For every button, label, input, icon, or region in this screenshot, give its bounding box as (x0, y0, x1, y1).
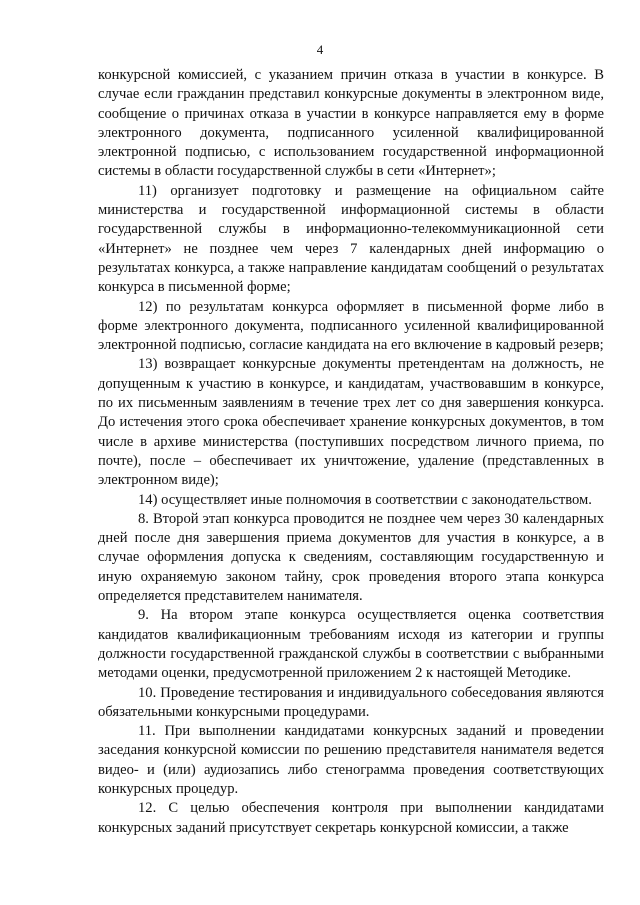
paragraph-item-12: 12) по результатам конкурса оформляет в письменной форме либо в форме электронного документа, подписанного усиленной квалифицированной электронной подписью, согласие кандидата на его включение в кадровый резерв; (98, 298, 604, 354)
paragraph-section-11: 11. При выполнении кандидатами конкурсных заданий и проведении заседания конкурсной комиссии по решению представителя нанимателя ведется видео- и (или) аудиозапись либо стенограмма проведения соответствующих конкурсных процедур. (98, 723, 604, 797)
paragraph-section-10: 10. Проведение тестирования и индивидуального собеседования являются обязательными конкурсными процедурами. (98, 684, 604, 720)
paragraph-section-9: 9. На втором этапе конкурса осуществляется оценка соответствия кандидатов квалификационным требованиям исходя из категории и группы должности государственной гражданской службы в соответствии с выбранными методами оценки, предусмотренной приложением 2 к настоящей Методике. (98, 607, 604, 682)
page-number: 4 (316, 42, 324, 57)
paragraph-section-12: 12. С целью обеспечения контроля при выполнении кандидатами конкурсных заданий присутствует секретарь конкурсной комиссии, а также (98, 800, 604, 836)
paragraph-section-8: 8. Второй этап конкурса проводится не позднее чем через 30 календарных дней после дня завершения приема документов для участия в конкурсе, а в случае оформления допуска к сведениям, составляющим государственную и иную охраняемую законом тайну, срок проведения второго этапа конкурса определяется представителем нанимателя. (98, 510, 604, 605)
document-body (98, 66, 604, 838)
paragraph-item-11: 11) организует подготовку и размещение на официальном сайте министерства и государственной информационной системы в области государственной службы в информационно-телекоммуникационной сети «Интернет» не позднее чем через 7 календарных дней информацию о результатах конкурса, а также направление кандидатам сообщений о результатах конкурса в письменной форме; (98, 182, 604, 296)
paragraph-item-13: 13) возвращает конкурсные документы претендентам на должность, не допущенным к участию в конкурсе, и кандидатам, участвовавшим в конкурсе, по их письменным заявлениям в течение трех лет со дня завершения конкурса. До истечения этого срока обеспечивает хранение конкурсных документов, в том числе в архиве министерства (поступивших посредством личного приема, по почте), после – обеспечивает их уничтожение, удаление (представленных в электронном виде); (98, 356, 604, 489)
paragraph-item-14: 14) осуществляет иные полномочия в соответствии с законодательством. (138, 491, 592, 508)
paragraph-continuation: конкурсной комиссией, с указанием причин отказа в участии в конкурсе. В случае если гражданин представил конкурсные документы в электронном виде, сообщение о причинах отказа в участии в конкурсе направляется ему в форме электронного документа, подписанного усиленной квалифицированной электронной подписью, с использованием государственной информационной системы в области государственной службы в сети «Интернет»; (98, 67, 604, 180)
